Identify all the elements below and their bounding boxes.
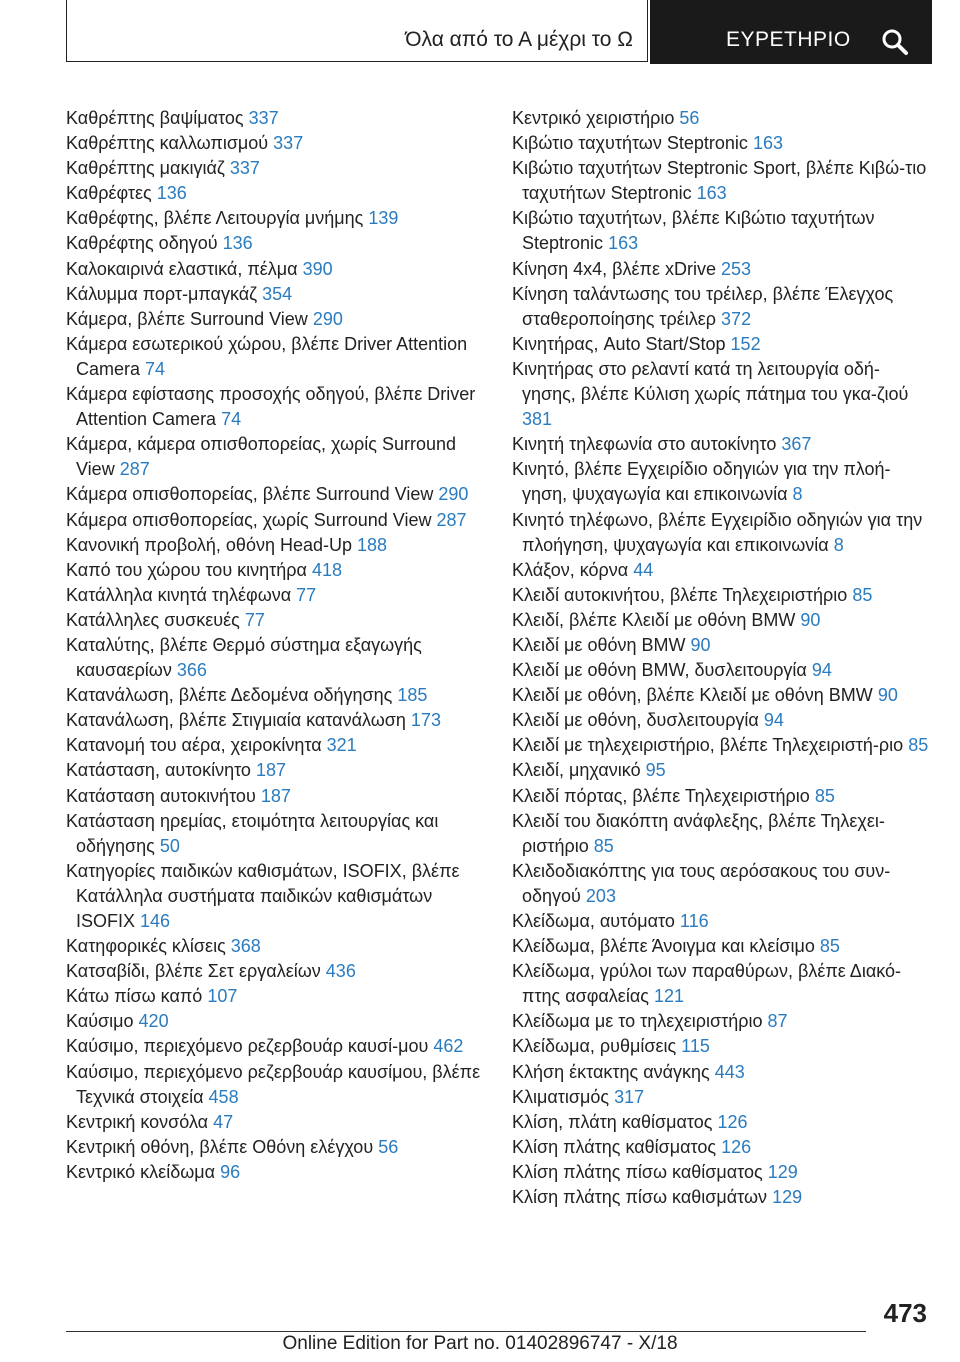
- index-entry-term: Καθρέπτης βαψίματος: [66, 108, 244, 128]
- index-entry: [66, 508, 486, 533]
- index-entry-page-link[interactable]: 337: [248, 108, 279, 128]
- index-entry: [512, 156, 932, 206]
- index-entry-page-link[interactable]: 94: [811, 660, 832, 681]
- index-entry-term: Κατανάλωση, βλέπε Δεδομένα οδήγησης: [66, 685, 393, 706]
- index-entry: [66, 1160, 486, 1185]
- index-entry-term: Καπό του χώρου του κινητήρα: [66, 559, 307, 580]
- index-entry-term: Κλειδί με οθόνη BMW: [512, 634, 686, 655]
- index-entry-page-link[interactable]: 287: [119, 459, 150, 480]
- index-entry-page-link[interactable]: 121: [653, 986, 684, 1007]
- index-entry-term: Κατηφορικές κλίσεις: [66, 936, 226, 957]
- index-entry-page-link[interactable]: 95: [645, 760, 666, 781]
- index-entry: [512, 859, 932, 909]
- index-entry: [512, 708, 932, 733]
- index-entry-page-link[interactable]: 129: [767, 1161, 798, 1182]
- index-entry-page-link[interactable]: 287: [436, 509, 467, 530]
- index-entry: [66, 257, 486, 282]
- index-entry-term: Κάλυμμα πορτ-μπαγκάζ: [66, 283, 258, 304]
- index-entry: [66, 934, 486, 959]
- index-entry: [512, 282, 932, 332]
- index-entry-term: Καθρέφτης, βλέπε Λειτουργία μνήμης: [66, 208, 364, 229]
- index-entry-term: Καθρέπτης καλλωπισμού: [66, 133, 269, 154]
- index-entry-term: Κανονική προβολή, οθόνη Head-Up: [66, 534, 352, 555]
- index-entry-term: Καλοκαιρινά ελαστικά, πέλμα: [66, 258, 298, 279]
- index-entry-page-link[interactable]: 87: [767, 1011, 788, 1032]
- index-entry-page-link[interactable]: 368: [230, 936, 261, 957]
- index-entry-term: Καθρέφτης οδηγού: [66, 233, 218, 254]
- index-entry-term: Καταλύτης, βλέπε Θερμό σύστημα εξαγωγής καυσαερίων: [66, 634, 422, 681]
- index-entry: [512, 658, 932, 683]
- search-icon[interactable]: [880, 27, 910, 57]
- index-entry-page-link[interactable]: 56: [378, 1136, 399, 1157]
- index-entry-page-link[interactable]: 462: [433, 1036, 464, 1057]
- index-entry: [66, 708, 486, 733]
- index-entry: [512, 784, 932, 809]
- index-entry: [512, 131, 932, 156]
- index-entry-page-link[interactable]: 458: [208, 1086, 239, 1107]
- index-entry: [512, 1160, 932, 1185]
- index-entry-page-link[interactable]: 136: [156, 183, 187, 204]
- alpha-index-tab-label: Όλα από το Α μέχρι το Ω: [405, 28, 633, 51]
- index-entry-term: Κινητήρας, Auto Start/Stop: [512, 333, 726, 354]
- index-entry: [66, 282, 486, 307]
- index-entry-page-link[interactable]: 173: [410, 710, 441, 731]
- index-entry-term: Κινητό τηλέφωνο, βλέπε Εγχειρίδιο οδηγιών για την πλοήγηση, ψυχαγωγία και επικοινωνία: [512, 509, 923, 555]
- index-entry-page-link[interactable]: 337: [229, 158, 260, 179]
- index-entry-page-link[interactable]: 77: [244, 609, 265, 630]
- index-entry: [66, 432, 486, 482]
- index-entry-term: Κατάσταση, αυτοκίνητο: [66, 760, 251, 781]
- index-entry-term: Κλειδί πόρτας, βλέπε Τηλεχειριστήριο: [512, 785, 810, 806]
- index-entry-page-link[interactable]: 85: [593, 835, 614, 856]
- index-entry: [512, 558, 932, 583]
- index-entry-page-link[interactable]: 163: [752, 133, 783, 154]
- index-entry-page-link[interactable]: 390: [302, 258, 333, 279]
- index-entry-page-link[interactable]: 8: [833, 534, 844, 555]
- index-entry-term: Κλείδωμα, ρυθμίσεις: [512, 1036, 677, 1057]
- index-entry-page-link[interactable]: 139: [368, 208, 399, 229]
- index-entry: [66, 859, 486, 934]
- index-entry-term: Κάτω πίσω καπό: [66, 986, 203, 1007]
- index-entry-page-link[interactable]: 152: [730, 333, 761, 354]
- index-entry: [66, 533, 486, 558]
- index-entry-term: Κατσαβίδι, βλέπε Σετ εργαλείων: [66, 961, 321, 982]
- index-entry: [66, 231, 486, 256]
- index-entry-page-link[interactable]: 44: [633, 559, 654, 580]
- index-tab[interactable]: [650, 0, 932, 64]
- footer-edition: Online Edition for Part no. 01402896747 - X/18: [282, 1333, 678, 1354]
- index-entry-term: Κατηγορίες παιδικών καθισμάτων, ISOFIX, βλέπε Κατάλληλα συστήματα παιδικών καθισμάτων ISOFIX: [66, 860, 460, 931]
- index-entry-term: Κατανάλωση, βλέπε Στιγμιαία κατανάλωση: [66, 710, 406, 731]
- index-entry-term: Κλειδί με οθόνη, βλέπε Κλειδί με οθόνη BMW: [512, 685, 873, 706]
- index-column-left: [66, 106, 486, 1185]
- index-entry-term: Κατανομή του αέρα, χειροκίνητα: [66, 735, 322, 756]
- index-entry-term: Κλίση πλάτης πίσω καθίσματος: [512, 1161, 763, 1182]
- index-entry-page-link[interactable]: 85: [819, 936, 840, 957]
- index-entry-page-link[interactable]: 47: [213, 1111, 234, 1132]
- index-entry: [512, 257, 932, 282]
- index-entry: [512, 733, 932, 758]
- index-entry-term: Καθρέφτες: [66, 183, 152, 204]
- index-entry: [512, 959, 932, 1009]
- index-entry-term: Κλειδί, μηχανικό: [512, 760, 641, 781]
- index-entry-page-link[interactable]: 381: [522, 409, 553, 430]
- index-entry: [512, 683, 932, 708]
- index-entry-page-link[interactable]: 77: [296, 584, 317, 605]
- index-entry: [66, 307, 486, 332]
- index-entry-page-link[interactable]: 8: [792, 484, 803, 505]
- index-entry-term: Κλείδωμα, γρύλοι των παραθύρων, βλέπε Διακό-πτης ασφαλείας: [512, 961, 902, 1007]
- index-entry-page-link[interactable]: 107: [207, 986, 238, 1007]
- index-entry-page-link[interactable]: 85: [852, 584, 873, 605]
- index-entry: [66, 583, 486, 608]
- index-entry: [66, 206, 486, 231]
- index-entry: [66, 683, 486, 708]
- index-entry: [512, 583, 932, 608]
- index-entry-page-link[interactable]: 146: [140, 911, 171, 931]
- index-entry: [512, 457, 932, 507]
- index-entry-term: Κλειδί αυτοκινήτου, βλέπε Τηλεχειριστήριο: [512, 584, 848, 605]
- index-entry-page-link[interactable]: 163: [608, 233, 639, 254]
- index-entry-page-link[interactable]: 116: [679, 911, 709, 931]
- index-entry-page-link[interactable]: 354: [262, 283, 293, 304]
- index-entry-page-link[interactable]: 163: [696, 183, 727, 204]
- index-entry: [66, 1060, 486, 1110]
- index-entry-page-link[interactable]: 126: [721, 1136, 752, 1157]
- index-entry-term: Κάμερα οπισθοπορείας, χωρίς Surround View: [66, 509, 432, 530]
- index-entry-page-link[interactable]: 96: [220, 1161, 241, 1182]
- index-entry-page-link[interactable]: 203: [585, 885, 616, 906]
- index-entry-term: Κλειδοδιακόπτης για τους αερόσακους του συν-οδηγού: [512, 860, 891, 906]
- index-entry-term: Κάμερα εφίστασης προσοχής οδηγού, βλέπε Driver Attention Camera: [66, 384, 476, 430]
- alpha-index-tab[interactable]: [66, 0, 648, 62]
- index-entry-term: Καύσιμο: [66, 1011, 134, 1032]
- index-entry-term: Κλειδί με τηλεχειριστήριο, βλέπε Τηλεχειριστή-ριο: [512, 735, 904, 756]
- index-entry-term: Κατάλληλα κινητά τηλέφωνα: [66, 584, 292, 605]
- index-entry: [66, 1034, 486, 1059]
- index-entry-term: Κεντρικό κλείδωμα: [66, 1161, 216, 1182]
- index-entry-page-link[interactable]: 253: [721, 258, 752, 279]
- index-entry: [512, 432, 932, 457]
- index-entry-page-link[interactable]: 185: [397, 685, 428, 706]
- index-entry-term: Καύσιμο, περιεχόμενο ρεζερβουάρ καυσίμου, βλέπε Τεχνικά στοιχεία: [66, 1061, 481, 1107]
- index-entry-term: Κλιματισμός: [512, 1086, 610, 1107]
- index-entry-page-link[interactable]: 372: [721, 308, 752, 329]
- index-entry: [512, 1060, 932, 1085]
- index-entry-term: Κάμερα, βλέπε Surround View: [66, 308, 308, 329]
- index-entry: [512, 758, 932, 783]
- index-entry-page-link[interactable]: 74: [221, 409, 242, 430]
- index-entry-term: Κιβώτιο ταχυτήτων, βλέπε Κιβώτιο ταχυτήτων Steptronic: [512, 208, 875, 254]
- index-entry: [66, 959, 486, 984]
- index-entry-page-link[interactable]: 418: [311, 559, 342, 580]
- index-entry-page-link[interactable]: 85: [908, 735, 929, 756]
- index-entry: [512, 909, 932, 934]
- index-entry-page-link[interactable]: 129: [772, 1187, 803, 1208]
- index-entry: [66, 482, 486, 507]
- index-entry-page-link[interactable]: 94: [763, 710, 784, 731]
- index-entry: [66, 131, 486, 156]
- index-entry-term: Καθρέπτης μακιγιάζ: [66, 158, 225, 179]
- index-entry-term: Κίνηση ταλάντωσης του τρέιλερ, βλέπε Έλεγχος σταθεροποίησης τρέιλερ: [512, 283, 894, 329]
- index-entry-page-link[interactable]: 337: [273, 133, 304, 154]
- index-entry: [66, 181, 486, 206]
- index-entry: [66, 332, 486, 382]
- index-entry: [66, 733, 486, 758]
- index-entry: [512, 1085, 932, 1110]
- index-entry-term: Κλίση, πλάτη καθίσματος: [512, 1111, 713, 1132]
- index-entry-page-link[interactable]: 56: [679, 108, 700, 128]
- top-navigation: [66, 0, 932, 64]
- index-entry-term: Καύσιμο, περιεχόμενο ρεζερβουάρ καυσί-μου: [66, 1036, 429, 1057]
- index-entry-term: Κίνηση 4x4, βλέπε xDrive: [512, 258, 716, 279]
- index-entry: [512, 934, 932, 959]
- page-number: 473: [883, 1298, 927, 1328]
- index-entry-page-link[interactable]: 290: [312, 308, 343, 329]
- index-entry-page-link[interactable]: 290: [438, 484, 469, 505]
- index-entry: [66, 633, 486, 683]
- index-entry: [66, 382, 486, 432]
- index-entry-term: Κατάσταση ηρεμίας, ετοιμότητα λειτουργίας και οδήγησης: [66, 810, 439, 856]
- index-entry: [512, 809, 932, 859]
- index-entry: [66, 156, 486, 181]
- index-entry-term: Κλείδωμα, βλέπε Άνοιγμα και κλείσιμο: [512, 936, 815, 957]
- index-entry-page-link[interactable]: 187: [255, 760, 287, 781]
- index-entry-term: Κλείδωμα με το τηλεχειριστήριο: [512, 1011, 763, 1032]
- index-entry: [66, 1009, 486, 1034]
- index-tab-label: ΕΥΡΕΤΗΡΙΟ: [726, 28, 851, 51]
- index-entry: [66, 809, 486, 859]
- index-entry: [512, 1185, 932, 1210]
- index-entry-page-link[interactable]: 366: [176, 660, 207, 681]
- index-entry-page-link[interactable]: 187: [260, 785, 291, 806]
- index-entry-page-link[interactable]: 90: [690, 634, 711, 655]
- index-entry-term: Κλήση έκτακτης ανάγκης: [512, 1061, 710, 1082]
- index-entry-page-link[interactable]: 317: [614, 1086, 645, 1107]
- index-entry-term: Κινητή τηλεφωνία στο αυτοκίνητο: [512, 434, 777, 455]
- index-entry: [512, 608, 932, 633]
- index-entry-term: Κιβώτιο ταχυτήτων Steptronic: [512, 133, 748, 154]
- index-entry-page-link[interactable]: 420: [138, 1011, 169, 1032]
- index-entry-term: Κατάσταση αυτοκινήτου: [66, 785, 256, 806]
- index-entry: [512, 206, 932, 256]
- index-entry-term: Κεντρική οθόνη, βλέπε Οθόνη ελέγχου: [66, 1136, 374, 1157]
- index-entry: [512, 1110, 932, 1135]
- index-entry: [512, 1009, 932, 1034]
- index-entry-page-link[interactable]: 321: [326, 735, 357, 756]
- index-entry-term: Κλίση πλάτης καθίσματος: [512, 1136, 717, 1157]
- index-entry: [66, 784, 486, 809]
- index-entry: [66, 558, 486, 583]
- index-entry-page-link[interactable]: 367: [781, 434, 812, 455]
- index-entry: [512, 1034, 932, 1059]
- index-entry-term: Κλειδί με οθόνη BMW, δυσλειτουργία: [512, 660, 807, 681]
- index-entry-term: Κινητό, βλέπε Εγχειρίδιο οδηγιών για την πλοή-γηση, ψυχαγωγία και επικοινωνία: [512, 459, 891, 505]
- index-entry: [512, 332, 932, 357]
- index-entry: [512, 633, 932, 658]
- footer-divider: [66, 1331, 866, 1332]
- index-entry-term: Κάμερα εσωτερικού χώρου, βλέπε Driver Attention Camera: [66, 333, 468, 379]
- index-entry-term: Κεντρικό χειριστήριο: [512, 108, 675, 128]
- index-entry-page-link[interactable]: 90: [800, 609, 821, 630]
- index-entry-page-link[interactable]: 74: [145, 358, 166, 379]
- index-entry: [66, 106, 486, 131]
- index-entry-term: Κεντρική κονσόλα: [66, 1111, 209, 1132]
- index-entry: [512, 106, 932, 131]
- index-entry: [66, 1110, 486, 1135]
- index-column-right: [512, 106, 932, 1210]
- index-entry-page-link[interactable]: 85: [814, 785, 835, 806]
- index-entry-page-link[interactable]: 436: [325, 961, 356, 982]
- index-entry-term: Κλίση πλάτης πίσω καθισμάτων: [512, 1187, 768, 1208]
- index-entry-term: Κιβώτιο ταχυτήτων Steptronic Sport, βλέπε Κιβώ-τιο ταχυτήτων Steptronic: [512, 158, 927, 204]
- index-entry: [512, 1135, 932, 1160]
- index-entry-page-link[interactable]: 443: [714, 1061, 745, 1082]
- index-entry-page-link[interactable]: 115: [681, 1036, 710, 1057]
- index-entry: [66, 984, 486, 1009]
- index-entry-page-link[interactable]: 90: [877, 685, 898, 706]
- index-entry-page-link[interactable]: 50: [159, 835, 180, 856]
- index-entry: [66, 758, 486, 783]
- index-entry-term: Κατάλληλες συσκευές: [66, 609, 240, 630]
- index-entry-page-link[interactable]: 136: [222, 233, 253, 254]
- index-entry: [66, 608, 486, 633]
- index-entry-term: Κλείδωμα, αυτόματο: [512, 911, 675, 931]
- index-entry-term: Κάμερα, κάμερα οπισθοπορείας, χωρίς Surround View: [66, 434, 457, 480]
- index-entry: [512, 357, 932, 432]
- index-entry: [512, 508, 932, 558]
- index-entry-page-link[interactable]: 188: [357, 534, 388, 555]
- index-entry-term: Κλειδί, βλέπε Κλειδί με οθόνη BMW: [512, 609, 796, 630]
- index-entry-term: Κλειδί με οθόνη, δυσλειτουργία: [512, 710, 759, 731]
- index-entry-term: Κάμερα οπισθοπορείας, βλέπε Surround View: [66, 484, 434, 505]
- index-entry: [66, 1135, 486, 1160]
- index-entry-page-link[interactable]: 126: [717, 1111, 748, 1132]
- index-entry-term: Κλειδί του διακόπτη ανάφλεξης, βλέπε Τηλεχει-ριστήριο: [512, 810, 885, 856]
- index-entry-term: Κινητήρας στο ρελαντί κατά τη λειτουργία οδή-γησης, βλέπε Κύλιση χωρίς πάτημα του γκα-ζιού: [512, 358, 909, 405]
- index-entry-term: Κλάξον, κόρνα: [512, 559, 629, 580]
